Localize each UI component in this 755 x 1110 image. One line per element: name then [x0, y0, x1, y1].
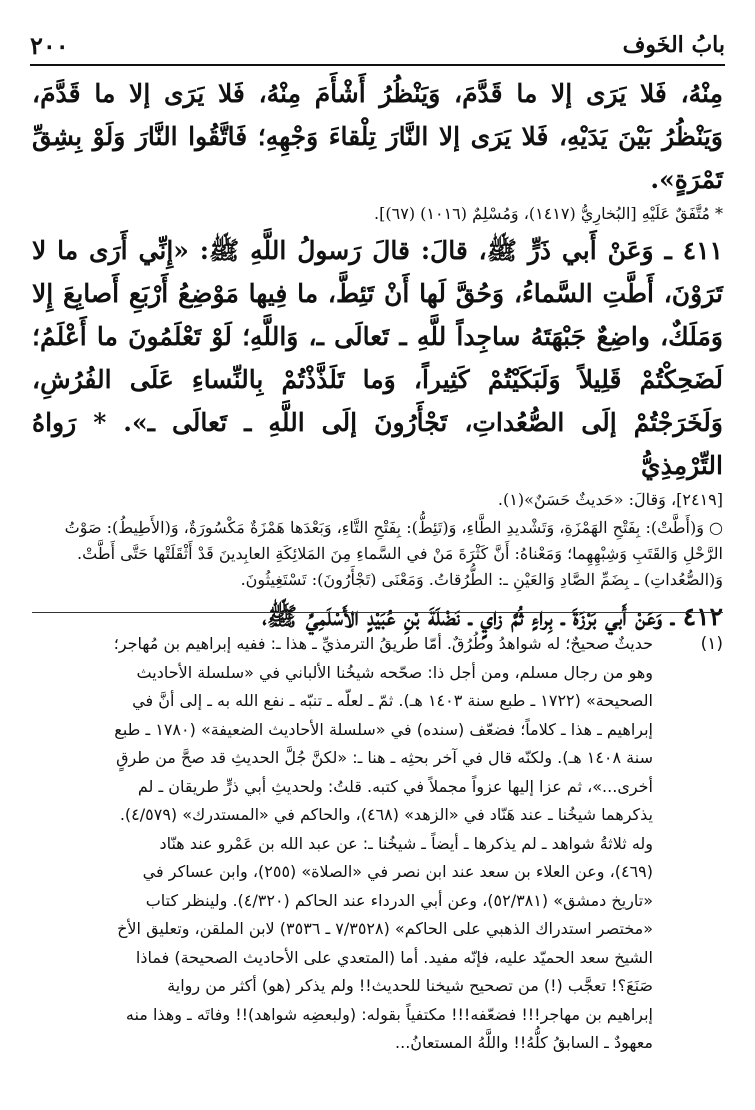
footnote-line: (٤٦٩)، وعن العلاء بن سعد عند ابن نصر في «الصلاة» (٢٥٥)، وابن عساكر في	[142, 862, 653, 881]
footnote-separator	[32, 612, 723, 613]
footnote-line: سنة ١٤٠٨ هـ). ولكنّه قال في آخر بحثِه ـ هنا ـ: «لكنَّ جُلَّ الحديثِ قد صحَّ من طرقٍ	[116, 748, 653, 767]
footnote-1	[32, 630, 723, 1058]
footnote-line: أخرى...»، ثم عزا إليها عزواً مجملاً في كتبه. قلتُ: ولحديثِ أبي ذرٍّ طريقان ـ لم	[137, 776, 653, 796]
footnote-line: يذكرهما شيخُنا ـ عند هَنّاد في «الزهد» (٤٦٨)، والحاكم في «المستدرك» (٤/٥٧٩).	[119, 805, 653, 824]
footnote-marker: (١)	[700, 634, 723, 654]
hadith-reference: * مُتَّفَقٌ عَلَيْهِ [البُخارِيُّ (١٤١٧)، وَمُسْلِمٌ (١٠١٦) (٦٧)].	[374, 204, 723, 223]
chapter-title: بابُ الخَوف	[622, 32, 725, 58]
hadith-411-text: ـ وَعَنْ أَبي ذَرٍّ ﷺ، قالَ: قالَ رَسولُ اللَّهِ ﷺ: «إِنِّي أَرَى ما لا تَرَوْنَ، أَطَّتِ السَّماءُ، وَحُقَّ لَها أَنْ تَئِطَّ، ما فِيها مَوْضِعُ أَرْبَعِ أَصابِعَ إِلا وَمَلَكٌ، واضِعٌ جَبْهَتَهُ ساجِداً للَّهِ ـ تَعالَى ـ، وَاللَّهِ؛ لَوْ تَعْلَمُونَ ما أَعْلَمُ؛ لَضَحِكْتُمْ قَلِيلاً وَلَبَكَيْتُمْ كَثِيراً، وَما تَلَذَّذْتُمْ بِالنِّساءِ عَلَى الفُرُشِ، وَلَخَرَجْتُمْ إلَى الصُّعُداتِ، تَجْأَرُونَ إلَى اللَّهِ ـ تَعالَى ـ». * رَواهُ التِّرْمِذِيُّ	[32, 236, 723, 480]
page-number: ٢٠٠	[30, 30, 69, 60]
explanatory-notes: ○ وَ(أَطَّتْ): بِفَتْحِ الهَمْزَةِ، وَتَشْديدِ الطَّاءِ، وَ(تَئِطُّ): بِفَتْحِ التَّاءِ، وَبَعْدَها هَمْزَةٌ مَكْسُورَةٌ، وَ(الأَطِيطُ): صَوْتُ الرَّحْلِ وَالقَتَبِ وَشِبْهِهِما؛ وَمَعْناهُ: أَنَّ كَثْرَةَ مَنْ في السَّماءِ مِنَ المَلائِكَةِ العابِدينَ قَدْ أَثْقَلَتْها حَتَّى أَطَّتْ. وَ(الصُّعُداتِ) ـ بِضَمِّ الصَّادِ وَالعَيْنِ ـ: الطُّرُقاتُ. وَمَعْنَى (تَجْأَرُونَ): تَسْتَغِيثُونَ.	[64, 518, 723, 589]
hadith-411-reference: [٢٤١٩]، وَقالَ: «حَديثٌ حَسَنٌ»(١).	[497, 490, 723, 509]
footnote-line: «مختصر استدراك الذهبي على الحاكم» (٧/٣٥٢٨ ـ ٣٥٣٦) لابن الملقن، وتعليق الأخ	[117, 919, 653, 938]
hadith-412-text: ـ وَعَنْ أَبي بَرْزَةَ ـ بِراءٍ ثُمَّ زايٍ ـ نَضْلَةَ بْنِ عُبَيْدٍ الأَسْلَمِيِّ ﷺ،	[262, 602, 674, 631]
page-header	[30, 30, 725, 60]
footnote-line: إبراهيم ـ هذا ـ كلاماً؛ فضعّف (سنده) في «سلسلة الأحاديث الضعيفة» (١٧٨٠ ـ طبع	[114, 719, 653, 739]
footnote-line: «تاريخ دمشق» (٥٢/٣٨١)، وعن أبي الدرداء عند الحاكم (٤/٣٢٠). ولينظر كتاب	[145, 890, 653, 910]
main-text	[32, 72, 723, 638]
footnote-line: صَنَعَ؟! تعجَّب (!) من تصحيح شيخنا للحديث!! ولم يذكر (هو) أكثر من رواية	[167, 976, 653, 995]
hadith-number-412: ٤١٢	[682, 602, 723, 631]
footnote-text	[32, 630, 653, 1058]
footnote-line: وهو من رجال مسلم، ومن أجل ذا: صحّحه شيخُنا الألباني في «سلسلة الأحاديث	[136, 662, 653, 682]
hadith-text-continued: مِنْهُ، فَلا يَرَى إلا ما قَدَّمَ، وَيَنْظُرُ أَشْأَمَ مِنْهُ، فَلا يَرَى إلا ما قَدَّمَ، وَيَنْظُرُ بَيْنَ يَدَيْهِ، فَلا يَرَى إلا النَّارَ تِلْقاءَ وَجْهِهِ؛ فَاتَّقُوا النَّارَ وَلَوْ بِشِقِّ تَمْرَةٍ».	[32, 79, 723, 194]
header-rule	[30, 64, 725, 66]
footnote-line: الشيخ سعد الحميّد عليه، فإنّه مفيد. أما (المتعدي على الأحاديث الصحيحة) فماذا	[135, 947, 653, 967]
footnotes	[32, 630, 723, 1058]
footnote-line: معهودٌ ـ السابقُ كلُّهُ!! واللَّهُ المستعانُ...	[395, 1033, 653, 1052]
footnote-line: الصحيحة» (١٧٢٢ ـ طبع سنة ١٤٠٣ هـ). ثمّ ـ لعلّه ـ تنبّه ـ نفع الله به ـ إلى أنَّ في	[132, 691, 653, 710]
hadith-number-411: ٤١١	[682, 236, 723, 265]
footnote-line: وله ثلاثةُ شواهد ـ لم يذكرها ـ أيضاً ـ شيخُنا ـ: عن عبد الله بن عَمْرو عند هنّاد	[159, 833, 653, 853]
hadith-411	[32, 229, 723, 487]
footnote-line: حديثٌ صحيحٌ؛ له شواهدُ وطُرُقٌ. أمّا طريقُ الترمذيِّ ـ هذا ـ: ففيه إبراهيم بن مُهاجر؛	[113, 634, 653, 653]
footnote-line: إبراهيم بن مهاجر!!! فضعّفه!!! مكتفياً بقوله: (ولبعضِه شواهد)!! وفاتَه ـ وهذا منه	[125, 1004, 653, 1024]
